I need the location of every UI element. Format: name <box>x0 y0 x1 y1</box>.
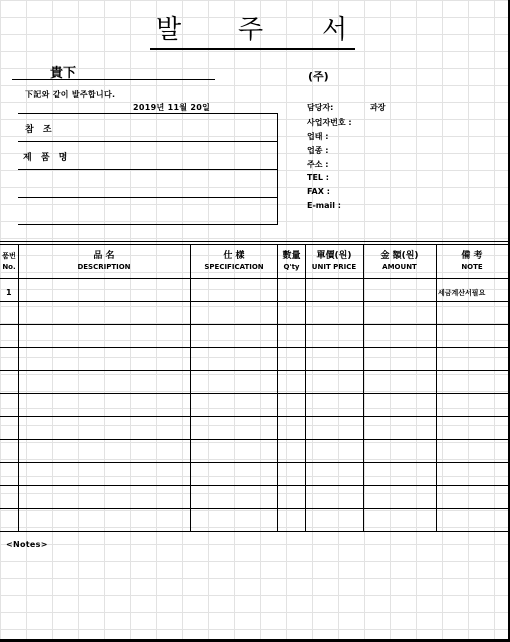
table-row-line <box>0 508 508 509</box>
supplier-tel: TEL : <box>307 173 330 182</box>
table-row-line <box>0 393 508 394</box>
header-specification-en: SPECIFICATION <box>204 263 264 271</box>
row-1-note: 세금계산서필요 <box>438 289 486 297</box>
supplier-company: (주) <box>308 70 329 83</box>
title-char-2: 주 <box>238 15 264 45</box>
table-column-line <box>190 244 191 531</box>
table-column-line <box>436 244 437 531</box>
header-specification <box>190 250 278 273</box>
document-title <box>150 12 355 50</box>
intro-text: 下記와 같이 발주합니다. <box>25 90 116 99</box>
table-row-line <box>0 416 508 417</box>
supplier-manager-label: 담당자: <box>307 103 334 112</box>
left-block-line-5 <box>18 224 278 225</box>
left-block-top-line <box>18 113 278 114</box>
title-char-1: 발 <box>156 15 182 45</box>
table-row-line <box>0 347 508 348</box>
header-unit-price <box>305 250 363 273</box>
recipient-name: 貴下 <box>50 66 77 81</box>
header-note <box>436 250 508 273</box>
header-quantity-kr: 數量 <box>282 251 301 261</box>
header-amount-en: AMOUNT <box>382 263 417 271</box>
supplier-business-type: 업태 : <box>307 132 329 141</box>
supplier-address: 주소 : <box>307 160 329 169</box>
table-row-line <box>0 439 508 440</box>
reference-label: 참 조 <box>25 125 55 135</box>
left-block-line-2 <box>18 141 278 142</box>
table-row-line <box>0 370 508 371</box>
table-top-border-1 <box>0 241 508 242</box>
header-no-kr: 품번 <box>2 252 16 260</box>
header-unit-price-en: UNIT PRICE <box>311 263 357 271</box>
table-top-border-2 <box>0 244 508 245</box>
row-1-number: 1 <box>6 288 12 297</box>
supplier-fax: FAX : <box>307 187 330 196</box>
table-row-line <box>0 324 508 325</box>
header-unit-price-kr: 單價(원) <box>316 251 352 261</box>
header-description-kr: 品 名 <box>93 251 115 261</box>
header-description-en: DESCRIPTION <box>77 263 131 271</box>
left-block-right-border <box>277 113 278 225</box>
table-column-line <box>363 244 364 531</box>
title-char-3: 서 <box>322 15 348 45</box>
recipient-line <box>12 60 215 80</box>
table-bottom-line <box>0 531 508 532</box>
header-no-en: No. <box>2 263 16 271</box>
table-column-line <box>277 244 278 531</box>
header-note-en: NOTE <box>461 263 483 271</box>
header-description <box>18 250 190 273</box>
supplier-business-item: 업종 : <box>307 146 329 155</box>
product-name-label: 제 품 명 <box>23 153 71 163</box>
order-date: 2019년 11월 20일 <box>133 103 211 112</box>
header-amount <box>363 250 436 273</box>
notes-bottom-line <box>0 639 508 640</box>
header-quantity-en: Q'ty <box>283 263 300 271</box>
notes-label: <Notes> <box>6 540 48 549</box>
supplier-business-number: 사업자번호 : <box>307 118 352 127</box>
table-column-line <box>305 244 306 531</box>
header-amount-kr: 金 額(원) <box>380 251 419 261</box>
header-quantity <box>278 250 305 273</box>
header-specification-kr: 仕 樣 <box>223 251 245 261</box>
table-row-line <box>0 278 508 279</box>
left-block-line-3 <box>18 169 278 170</box>
table-row-line <box>0 301 508 302</box>
supplier-email: E-mail : <box>307 201 341 210</box>
header-note-kr: 備 考 <box>461 251 483 261</box>
table-row-line <box>0 485 508 486</box>
left-block-line-4 <box>18 197 278 198</box>
header-no <box>0 250 18 273</box>
supplier-manager-value: 과장 <box>370 103 386 112</box>
table-column-line <box>18 244 19 531</box>
table-row-line <box>0 462 508 463</box>
